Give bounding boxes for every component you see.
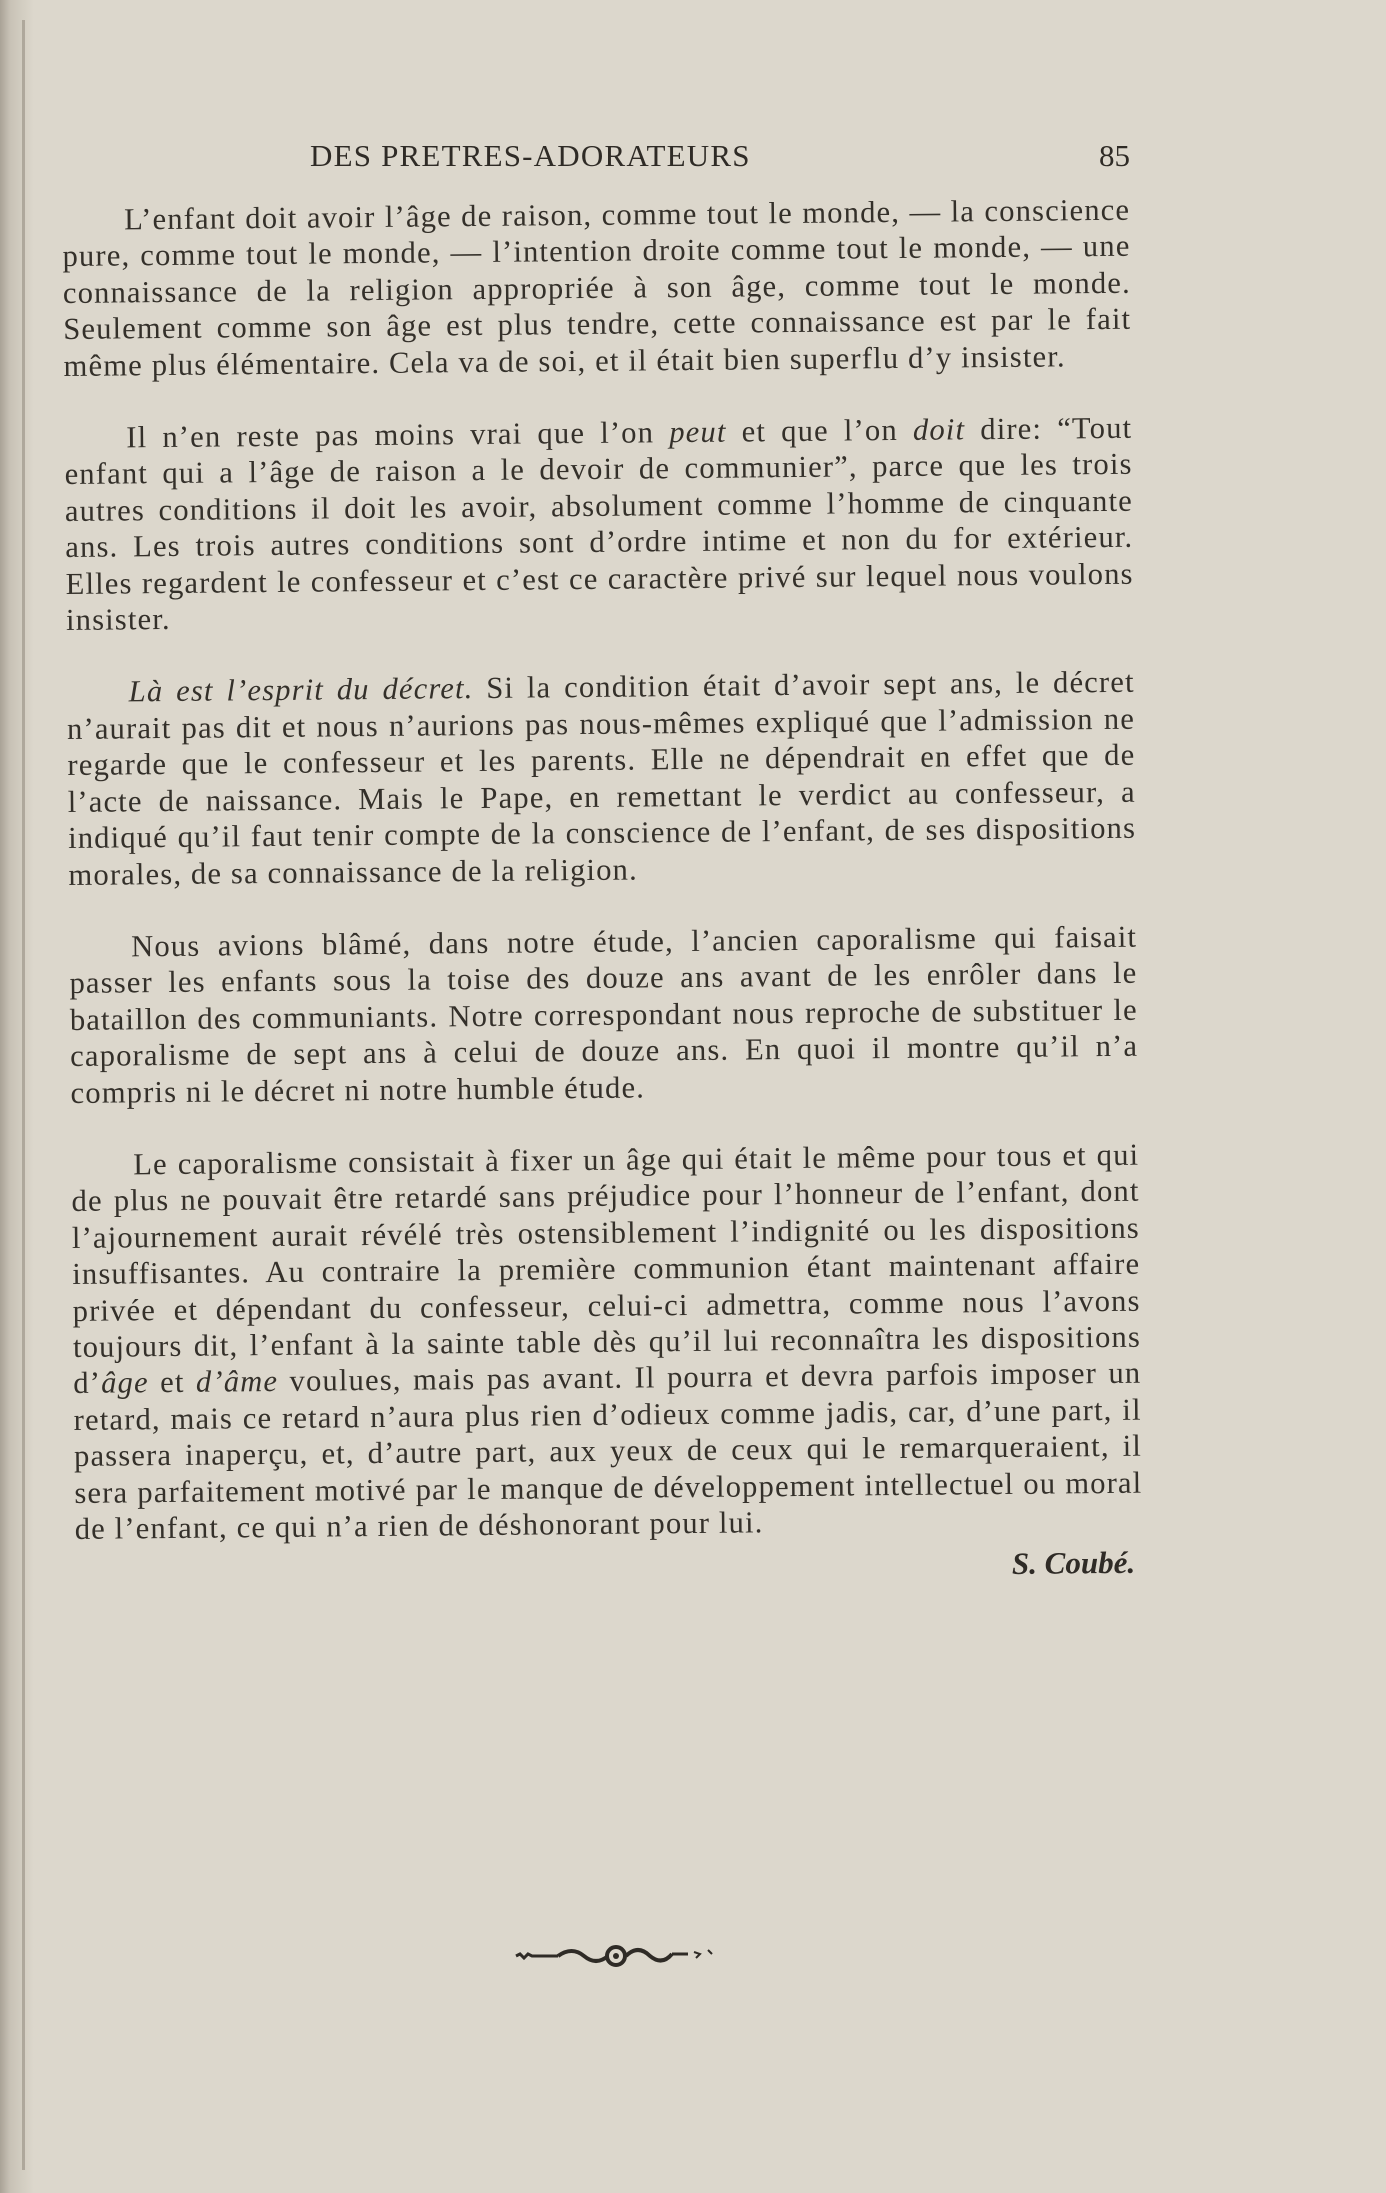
binding-edge bbox=[0, 0, 34, 2193]
tailpiece-ornament-icon bbox=[512, 1936, 732, 1976]
paragraph-3-emphasis: Là est l’esprit du décret. bbox=[128, 671, 474, 709]
paragraph-5-emphasis-ame: d’âme bbox=[195, 1364, 279, 1400]
paragraph-5-text-a: Le caporalisme consistait à fixer un âge qui était le même pour tous et qui de plus ne pouvait être retardé sans préjudice pour l’honneur de l’enfant, dont l’ajournement aurait révélé très ostensiblement l’indignité ou les dispositions insuffisantes. Au contraire la première communion étant maintenant affaire privée et dépendant du confesseur, celui-ci admettra, comme nous l’avons toujours dit, l’enfant à la sainte table dès qu’il lui reconnaîtra les dispositions d’ bbox=[71, 1137, 1142, 1401]
paragraph-2 bbox=[64, 410, 1134, 639]
binding-line bbox=[22, 20, 25, 2170]
article-text bbox=[62, 192, 1143, 1594]
paragraph-3-text: Si la condition était d’avoir sept ans, le décret n’aurait pas dit et nous n’aurions pas nous-mêmes expliqué que l’admission ne regarde que le confesseur et les parents. Elle ne dépendrait en effet que de l’acte de naissance. Mais le Pape, en remettant le verdict au confesseur, a indiqué qu’il faut tenir compte de la conscience de l’enfant, de ses dispositions morales, de sa connaissance de la religion. bbox=[66, 665, 1137, 892]
paragraph-1: L’enfant doit avoir l’âge de raison, comme tout le monde, — la conscience pure, comme tout le monde, — l’intention droite comme tout le monde, — une connaissance de la religion appropriée à son âge, comme tout le monde. Seulement comme son âge est plus tendre, cette connaissance est par le fait même plus élémentaire. Cela va de soi, et il était bien superflu d’y insister. bbox=[62, 192, 1132, 383]
paragraph-2-emphasis-peut: peut bbox=[669, 414, 727, 450]
paragraph-5 bbox=[71, 1137, 1143, 1548]
paragraph-5-emphasis-age: âge bbox=[100, 1365, 149, 1401]
paragraph-2-text-a: Il n’en reste pas moins vrai que l’on bbox=[126, 415, 670, 455]
paragraph-2-text-b: et que l’on bbox=[726, 412, 914, 449]
page-number: 85 bbox=[1099, 138, 1130, 173]
page-header bbox=[310, 138, 1130, 178]
paragraph-3 bbox=[67, 664, 1137, 893]
author-signature: S. Coubé. bbox=[1011, 1545, 1136, 1582]
paragraph-2-emphasis-doit: doit bbox=[912, 412, 966, 447]
paragraph-5-text-c: voulues, mais pas avant. Il pourra et devra parfois imposer un retard, mais ce retard n’aura plus rien d’odieux comme jadis, car, d’une part, il passera inaperçu, et, d’autre part, aux yeux de ceux qui le remarqueraient, il sera parfaitement motivé par le manque de développement intellectuel ou moral de l’enfant, ce qui n’a rien de déshonorant pour lui. bbox=[73, 1356, 1143, 1546]
paragraph-5-text-b: et bbox=[148, 1365, 197, 1400]
paragraph-2-text-c: dire: “Tout enfant qui a l’âge de raison a le devoir de communier”, parce que les trois autres conditions il doit les avoir, absolument comme l’homme de cinquante ans. Les trois autres conditions sont d’ordre intime et non du for extérieur. Elles regardent le confesseur et c’est ce caractère privé sur lequel nous voulons insister. bbox=[64, 410, 1134, 638]
paragraph-4: Nous avions blâmé, dans notre étude, l’ancien caporalisme qui faisait passer les enfants sous la toise des douze ans avant de les enrôler dans le bataillon des communiants. Notre correspondant nous reproche de substituer le caporalisme de sept ans à celui de douze ans. En quoi il montre qu’il n’a compris ni le décret ni notre humble étude. bbox=[69, 919, 1139, 1110]
running-head: DES PRETRES-ADORATEURS bbox=[310, 138, 751, 173]
